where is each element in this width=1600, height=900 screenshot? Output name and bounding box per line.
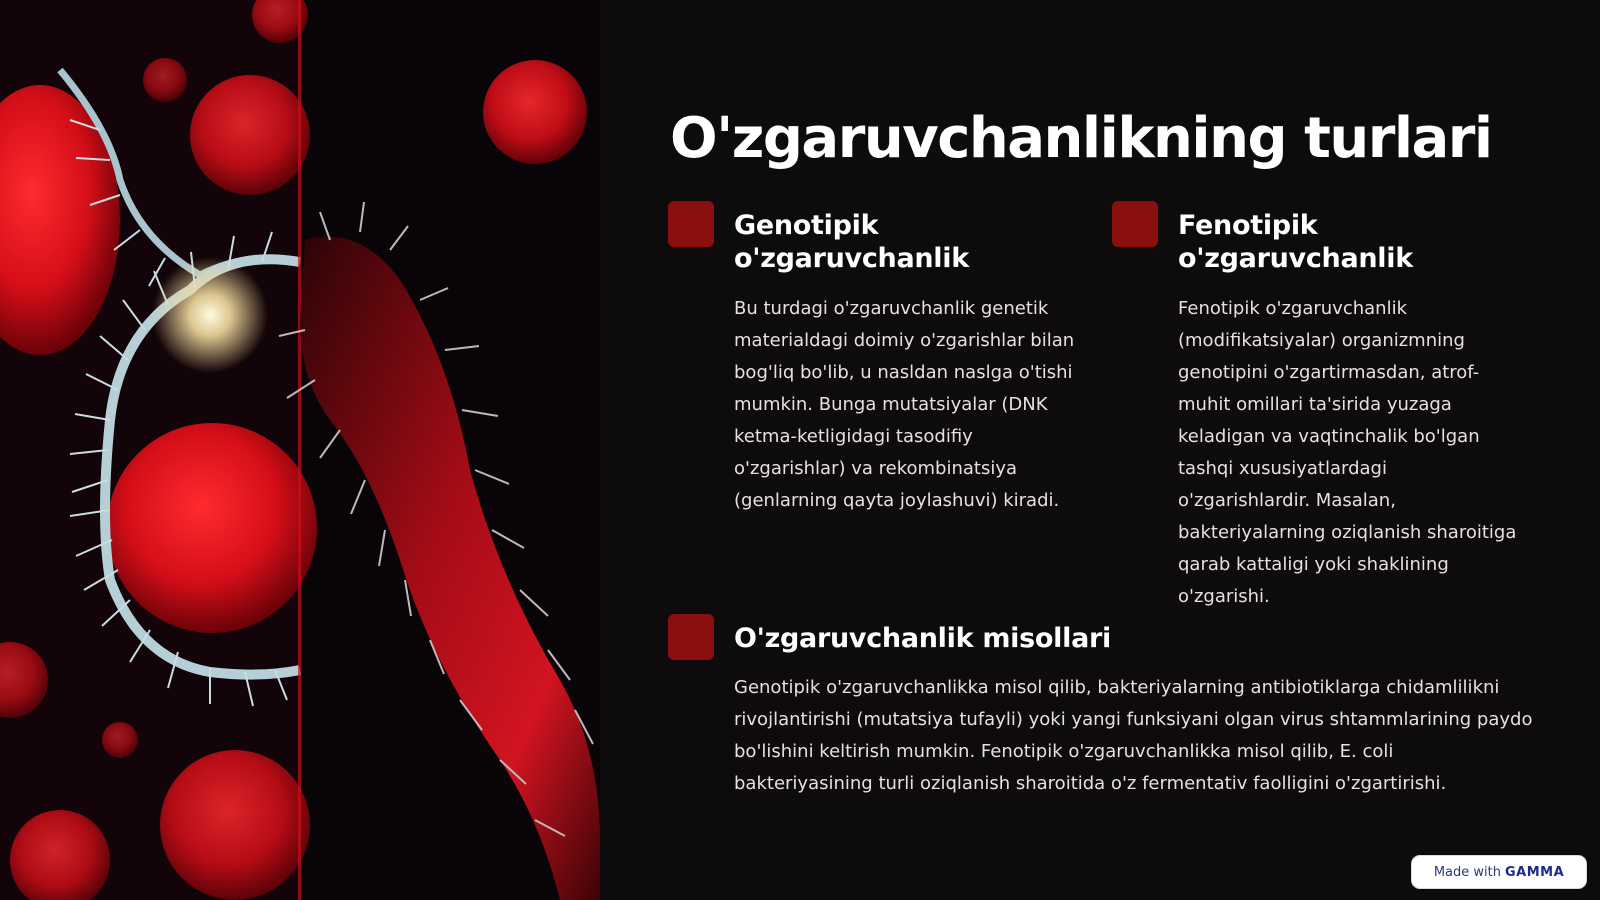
card-examples (668, 614, 1548, 844)
card-heading: Genotipik o'zgaruvchanlik (734, 210, 969, 274)
card-body: Fenotipik o'zgaruvchanlik (modifikatsiyalar) organizmning genotipini o'zgartirmasdan, atrof-muhit omillari ta'sirida yuzaga keladigan va vaqtinchalik bo'lgan tashqi xususiyatlardagi o'zgarishlardir. Masalan, bakteriyalarning oziqlanish sharoitiga qarab kattaligi yoki shaklining o'zgarishi. (1178, 298, 1517, 607)
card-body: Genotipik o'zgaruvchanlikka misol qilib, bakteriyalarning antibiotiklarga chidamlilikni rivojlantirishi (mutatsiya tufayli) yoki yangi funksiyani olgan virus shtammlarining paydo bo'lishini keltirish mumkin. Fenotipik o'zgaruvchanlikka misol qilib, E. coli bakteriyasining turli oziqlanish sharoitida o'z fermentativ faolligini o'zgartirishi. (734, 677, 1533, 794)
card-phenotypic (1112, 201, 1532, 621)
page-title: O'zgaruvchanlikning turlari (670, 106, 1492, 171)
card-body: Bu turdagi o'zgaruvchanlik genetik materialdagi doimiy o'zgarishlar bilan bog'liq bo'lib, u nasldan naslga o'tishi mumkin. Bunga mutatsiyalar (DNK ketma-ketligidagi tasodifiy o'zgarishlar) va rekombinatsiya (genlarning qayta joylashuvi) kiradi. (734, 298, 1075, 511)
card-heading: O'zgaruvchanlik misollari (734, 623, 1111, 654)
card-marker (1112, 201, 1158, 247)
card-genotypic (668, 201, 1088, 521)
content-panel (668, 0, 1548, 900)
hero-image (0, 0, 600, 900)
made-with-gamma-badge[interactable] (1412, 856, 1586, 888)
card-marker (668, 614, 714, 660)
badge-prefix: Made with (1433, 864, 1501, 880)
card-heading: Fenotipik o'zgaruvchanlik (1178, 210, 1413, 274)
card-marker (668, 201, 714, 247)
badge-brand: GAMMA (1504, 864, 1565, 880)
bacteria-illustration-icon (0, 0, 600, 900)
